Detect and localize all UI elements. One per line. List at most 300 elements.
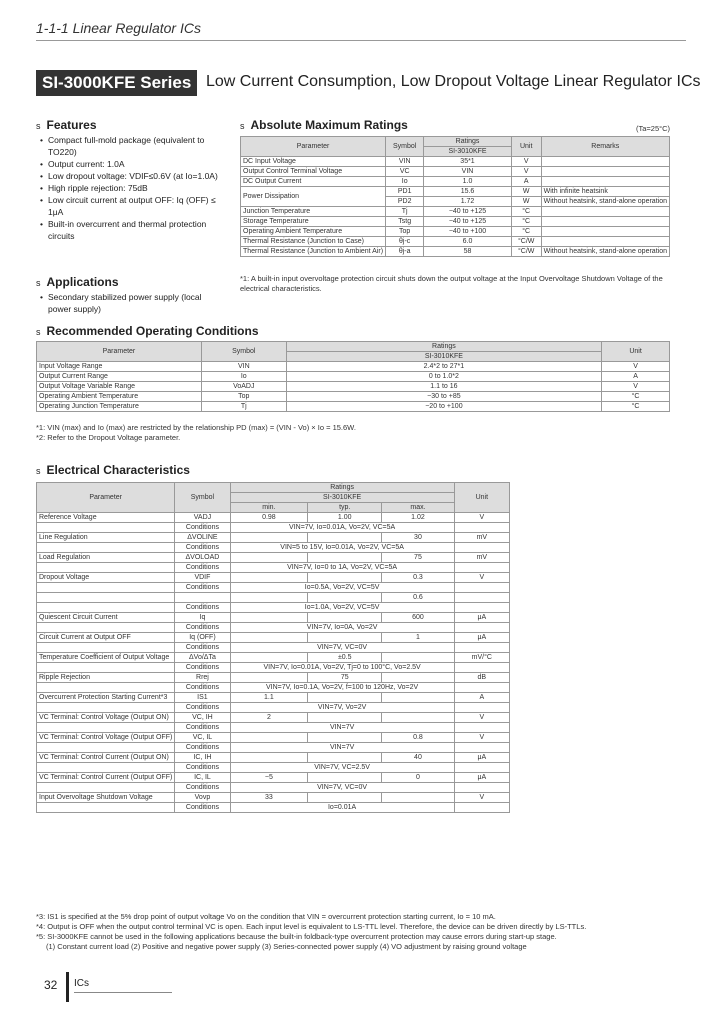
features-list (40, 134, 230, 242)
ec-cell-parameter: Reference Voltage (37, 513, 175, 523)
ec-cell-parameter: VC Terminal: Control Current (Output ON) (37, 753, 175, 763)
amr-row (241, 177, 670, 187)
footer-label: ICs (74, 978, 89, 989)
ec-cell-min (230, 733, 308, 743)
amr-cell-rating: −40 to +125 (424, 207, 511, 217)
ec-cell-typ (308, 593, 382, 603)
ec-cell-symbol: Conditions (175, 643, 230, 653)
ec-row (37, 703, 510, 713)
ec-cell-unit (454, 643, 509, 653)
amr-bullet: s (240, 121, 245, 131)
amr-cell-remarks: With infinite heatsink (541, 187, 669, 197)
ec-notes (36, 912, 686, 952)
ec-cell-conditions: VIN=7V, Io=0A, Vo=2V (230, 623, 454, 633)
amr-cell-rating: 15.6 (424, 187, 511, 197)
amr-cell-unit: A (511, 177, 541, 187)
amr-header-ratings: Ratings (424, 137, 511, 147)
series-name: SI-3000KFE Series (36, 70, 197, 96)
applications-bullet: s (36, 278, 41, 288)
ec-row (37, 633, 510, 643)
ec-cell-symbol: Conditions (175, 543, 230, 553)
ec-cell-parameter: Line Regulation (37, 533, 175, 543)
amr-cell-unit: °C (511, 227, 541, 237)
ec-cell-typ (308, 613, 382, 623)
amr-title: Absolute Maximum Ratings (250, 118, 408, 132)
ec-cell-symbol: Iq (175, 613, 230, 623)
roc-table (36, 341, 670, 412)
ec-cell-symbol: ΔVo/ΔTa (175, 653, 230, 663)
ec-cell-max: 0.3 (382, 573, 454, 583)
ec-cell-parameter (37, 603, 175, 613)
ec-cell-unit: dB (454, 673, 509, 683)
ec-cell-symbol: Conditions (175, 743, 230, 753)
ec-cell-parameter (37, 743, 175, 753)
ec-cell-parameter (37, 803, 175, 813)
ec-heading (36, 463, 190, 477)
amr-table (240, 136, 670, 257)
roc-cell-rating: 2.4*2 to 27*1 (286, 362, 601, 372)
ec-cell-unit (454, 703, 509, 713)
ec-cell-max: 0.8 (382, 733, 454, 743)
series-description: Low Current Consumption, Low Dropout Voltage Linear Regulator ICs (206, 73, 701, 90)
roc-cell-symbol: Tj (201, 402, 286, 412)
amr-cell-unit: V (511, 157, 541, 167)
ec-cell-unit (454, 593, 509, 603)
ec-cell-parameter (37, 643, 175, 653)
ec-row (37, 643, 510, 653)
amr-header-parameter: Parameter (241, 137, 386, 157)
amr-header-unit: Unit (511, 137, 541, 157)
ec-cell-symbol: Iq (OFF) (175, 633, 230, 643)
ec-cell-max (382, 793, 454, 803)
ec-cell-symbol: Conditions (175, 523, 230, 533)
roc-row (37, 362, 670, 372)
roc-notes (36, 423, 676, 443)
applications-title: Applications (46, 275, 119, 289)
ec-cell-parameter (37, 623, 175, 633)
ec-cell-parameter (37, 783, 175, 793)
amr-cell-rating: 35*1 (424, 157, 511, 167)
amr-cell-unit: °C/W (511, 237, 541, 247)
roc-header-parameter: Parameter (37, 342, 202, 362)
roc-cell-symbol: VIN (201, 362, 286, 372)
amr-cell-unit: W (511, 187, 541, 197)
ec-cell-max: 40 (382, 753, 454, 763)
roc-cell-parameter: Operating Ambient Temperature (37, 392, 202, 402)
amr-heading (240, 118, 408, 132)
ec-cell-symbol: VDIF (175, 573, 230, 583)
ec-cell-parameter: Input Overvoltage Shutdown Voltage (37, 793, 175, 803)
amr-cell-symbol: Top (386, 227, 424, 237)
amr-cell-symbol: VC (386, 167, 424, 177)
ec-cell-symbol: Conditions (175, 623, 230, 633)
ec-cell-symbol: Conditions (175, 663, 230, 673)
ec-cell-symbol: Conditions (175, 683, 230, 693)
ec-cell-parameter (37, 703, 175, 713)
ec-cell-symbol: IC, IH (175, 753, 230, 763)
ec-cell-symbol: Conditions (175, 763, 230, 773)
amr-cell-parameter: Power Dissipation (241, 187, 386, 207)
ec-row (37, 663, 510, 673)
ec-row (37, 773, 510, 783)
amr-cell-parameter: Thermal Resistance (Junction to Case) (241, 237, 386, 247)
ec-cell-parameter (37, 663, 175, 673)
feature-item: • Low dropout voltage: VDIF≤0.6V (at Io=1.0A) (40, 170, 230, 182)
ec-cell-parameter: Overcurrent Protection Starting Current*3 (37, 693, 175, 703)
ec-cell-unit (454, 603, 509, 613)
roc-cell-unit: V (602, 362, 670, 372)
ec-cell-unit (454, 803, 509, 813)
ec-cell-parameter: Dropout Voltage (37, 573, 175, 583)
ec-row (37, 743, 510, 753)
ec-cell-unit (454, 683, 509, 693)
ec-cell-unit (454, 783, 509, 793)
application-item: • Secondary stabilized power supply (local power supply) (40, 291, 220, 315)
ec-cell-parameter (37, 683, 175, 693)
ec-cell-typ (308, 533, 382, 543)
ec-row (37, 563, 510, 573)
feature-item: • Low circuit current at output OFF: Iq (OFF) ≤ 1μA (40, 194, 230, 218)
feature-item: • Output current: 1.0A (40, 158, 230, 170)
ec-cell-parameter (37, 523, 175, 533)
ec-row (37, 693, 510, 703)
ec-cell-max (382, 713, 454, 723)
ec-cell-parameter: Temperature Coefficient of Output Voltage (37, 653, 175, 663)
amr-cell-remarks (541, 177, 669, 187)
ec-cell-min: 1.1 (230, 693, 308, 703)
ec-cell-unit: V (454, 513, 509, 523)
ec-cell-unit (454, 523, 509, 533)
features-heading (36, 118, 97, 132)
page-number: 32 (44, 978, 58, 992)
roc-cell-rating: −20 to +100 (286, 402, 601, 412)
ec-cell-conditions: VIN=7V, Io=0 to 1A, Vo=2V, VC=5A (230, 563, 454, 573)
ec-header-min: min. (230, 503, 308, 513)
amr-cell-remarks: Without heatsink, stand-alone operation (541, 247, 669, 257)
ec-cell-max: 1 (382, 633, 454, 643)
ec-cell-parameter: VC Terminal: Control Voltage (Output OFF) (37, 733, 175, 743)
amr-cell-rating: −40 to +100 (424, 227, 511, 237)
ec-cell-unit (454, 543, 509, 553)
footer-bar (66, 972, 69, 1002)
roc-row (37, 392, 670, 402)
ec-cell-symbol: Conditions (175, 603, 230, 613)
features-bullet: s (36, 121, 41, 131)
ec-cell-conditions: Io=0.5A, Vo=2V, VC=5V (230, 583, 454, 593)
ec-row (37, 593, 510, 603)
ec-cell-parameter: VC Terminal: Control Current (Output OFF) (37, 773, 175, 783)
ec-cell-min: 33 (230, 793, 308, 803)
amr-cell-unit: °C (511, 207, 541, 217)
roc-header-ratings: Ratings (286, 342, 601, 352)
ec-cell-unit: V (454, 733, 509, 743)
amr-cell-symbol: PD1 (386, 187, 424, 197)
amr-header-model: SI-3010KFE (424, 147, 511, 157)
ec-cell-conditions: VIN=7V, Io=0.01A, Vo=2V, Tj=0 to 100°C, Vo=2.5V (230, 663, 454, 673)
amr-cell-parameter: DC Input Voltage (241, 157, 386, 167)
ec-cell-typ (308, 773, 382, 783)
ec-cell-unit: μA (454, 753, 509, 763)
ec-cell-symbol: ΔVOLOAD (175, 553, 230, 563)
amr-cell-remarks (541, 207, 669, 217)
amr-cell-symbol: VIN (386, 157, 424, 167)
roc-cell-unit: V (602, 382, 670, 392)
roc-bullet: s (36, 327, 41, 337)
amr-row (241, 207, 670, 217)
roc-title: Recommended Operating Conditions (46, 324, 259, 338)
roc-note: *2: Refer to the Dropout Voltage parameter. (36, 433, 181, 442)
roc-header-unit: Unit (602, 342, 670, 362)
ec-cell-symbol (175, 593, 230, 603)
ec-cell-symbol: IS1 (175, 693, 230, 703)
amr-cell-remarks (541, 237, 669, 247)
ec-cell-conditions: VIN=5 to 15V, Io=0.01A, Vo=2V, VC=5A (230, 543, 454, 553)
amr-cell-parameter: Operating Ambient Temperature (241, 227, 386, 237)
applications-list (40, 291, 220, 315)
ec-cell-min: −5 (230, 773, 308, 783)
amr-cell-parameter: Output Control Terminal Voltage (241, 167, 386, 177)
ec-cell-symbol: Conditions (175, 803, 230, 813)
footer-rule (74, 992, 172, 993)
ec-note: *3: IS1 is specified at the 5% drop point of output voltage Vo on the condition that VIN = overcurrent protection starting current, Io = 10 mA. (36, 912, 496, 921)
ec-cell-typ (308, 633, 382, 643)
ec-cell-parameter (37, 563, 175, 573)
ec-cell-typ (308, 733, 382, 743)
ec-cell-max: 0 (382, 773, 454, 783)
amr-cell-unit: W (511, 197, 541, 207)
header-rule (36, 40, 686, 41)
roc-cell-symbol: VoADJ (201, 382, 286, 392)
amr-cell-parameter: Junction Temperature (241, 207, 386, 217)
ec-cell-parameter (37, 763, 175, 773)
feature-item: • Compact full-mold package (equivalent to TO220) (40, 134, 230, 158)
ec-cell-unit (454, 723, 509, 733)
ec-cell-max (382, 653, 454, 663)
ec-row (37, 753, 510, 763)
amr-row (241, 227, 670, 237)
ec-cell-conditions: VIN=7V, VC=0V (230, 783, 454, 793)
roc-cell-parameter: Output Voltage Variable Range (37, 382, 202, 392)
feature-item: • High ripple rejection: 75dB (40, 182, 230, 194)
ec-cell-unit: V (454, 713, 509, 723)
features-title: Features (46, 118, 97, 132)
ec-cell-min (230, 753, 308, 763)
ec-cell-unit: V (454, 573, 509, 583)
ec-cell-symbol: Conditions (175, 583, 230, 593)
amr-cell-unit: °C/W (511, 247, 541, 257)
amr-cell-remarks (541, 167, 669, 177)
ec-cell-unit: A (454, 693, 509, 703)
ec-cell-max (382, 673, 454, 683)
ec-cell-symbol: Conditions (175, 783, 230, 793)
roc-cell-symbol: Io (201, 372, 286, 382)
ec-row (37, 803, 510, 813)
ec-cell-symbol: VC, IL (175, 733, 230, 743)
ec-cell-unit: mV/°C (454, 653, 509, 663)
ec-row (37, 523, 510, 533)
ec-cell-parameter: Circuit Current at Output OFF (37, 633, 175, 643)
ec-cell-conditions: VIN=7V (230, 723, 454, 733)
roc-cell-rating: 1.1 to 16 (286, 382, 601, 392)
feature-item: • Built-in overcurrent and thermal protection circuits (40, 218, 230, 242)
ec-cell-parameter (37, 593, 175, 603)
amr-row (241, 187, 670, 197)
ec-row (37, 553, 510, 563)
ec-cell-symbol: Conditions (175, 723, 230, 733)
ec-cell-min (230, 533, 308, 543)
ec-cell-min (230, 593, 308, 603)
ec-cell-conditions: VIN=7V, VC=0V (230, 643, 454, 653)
ec-cell-min (230, 573, 308, 583)
roc-cell-parameter: Output Current Range (37, 372, 202, 382)
ec-cell-symbol: VADJ (175, 513, 230, 523)
ec-cell-typ (308, 753, 382, 763)
ec-note: *4: Output is OFF when the output control terminal VC is open. Each input level is equivalent to LS-TTL level. Therefore, the device can be driven directly by LS-TTLs. (36, 922, 587, 931)
ec-header-unit: Unit (454, 483, 509, 513)
ec-cell-min: 0.98 (230, 513, 308, 523)
roc-row (37, 382, 670, 392)
ec-row (37, 733, 510, 743)
amr-cell-remarks (541, 227, 669, 237)
ec-cell-max (382, 693, 454, 703)
roc-header-symbol: Symbol (201, 342, 286, 362)
roc-cell-unit: A (602, 372, 670, 382)
ec-cell-min (230, 633, 308, 643)
roc-note: *1: VIN (max) and Io (max) are restricted by the relationship PD (max) = (VIN - Vo) × Io = 15.6W. (36, 423, 356, 432)
ec-cell-min (230, 613, 308, 623)
ec-cell-max: 0.6 (382, 593, 454, 603)
applications-heading (36, 275, 119, 289)
ec-cell-symbol: Vovp (175, 793, 230, 803)
ec-row (37, 653, 510, 663)
amr-header-symbol: Symbol (386, 137, 424, 157)
amr-cell-symbol: PD2 (386, 197, 424, 207)
ec-cell-symbol: ΔVOLINE (175, 533, 230, 543)
amr-cell-remarks: Without heatsink, stand-alone operation (541, 197, 669, 207)
ec-row (37, 573, 510, 583)
roc-cell-parameter: Operating Junction Temperature (37, 402, 202, 412)
roc-header-model: SI-3010KFE (286, 352, 601, 362)
amr-condition: (Ta=25°C) (636, 124, 671, 133)
amr-cell-rating: 1.72 (424, 197, 511, 207)
ec-cell-conditions: VIN=7V, Io=0.01A, Vo=2V, VC=5A (230, 523, 454, 533)
roc-cell-rating: −30 to +85 (286, 392, 601, 402)
amr-row (241, 167, 670, 177)
ec-row (37, 793, 510, 803)
ec-row (37, 673, 510, 683)
ec-cell-symbol: VC, IH (175, 713, 230, 723)
ec-cell-symbol: Conditions (175, 703, 230, 713)
ec-cell-max: 1.02 (382, 513, 454, 523)
ec-cell-unit (454, 563, 509, 573)
amr-cell-remarks (541, 217, 669, 227)
amr-cell-symbol: Tstg (386, 217, 424, 227)
ec-cell-unit (454, 763, 509, 773)
ec-cell-min (230, 673, 308, 683)
ec-row (37, 513, 510, 523)
ec-row (37, 543, 510, 553)
ec-table (36, 482, 510, 813)
ec-cell-unit (454, 583, 509, 593)
amr-cell-symbol: Tj (386, 207, 424, 217)
amr-cell-remarks (541, 157, 669, 167)
ec-cell-conditions: Io=1.0A, Vo=2V, VC=5V (230, 603, 454, 613)
ec-cell-max: 30 (382, 533, 454, 543)
ec-cell-unit (454, 743, 509, 753)
amr-cell-rating: −40 to +125 (424, 217, 511, 227)
ec-cell-min (230, 653, 308, 663)
ec-header-parameter: Parameter (37, 483, 175, 513)
roc-cell-rating: 0 to 1.0*2 (286, 372, 601, 382)
ec-cell-parameter: VC Terminal: Control Voltage (Output ON) (37, 713, 175, 723)
roc-cell-symbol: Top (201, 392, 286, 402)
ec-cell-parameter: Load Regulation (37, 553, 175, 563)
amr-row (241, 247, 670, 257)
ec-cell-typ (308, 553, 382, 563)
ec-cell-typ: 1.00 (308, 513, 382, 523)
ec-cell-conditions: VIN=7V, Io=0.1A, Vo=2V, f=100 to 120Hz, Vo=2V (230, 683, 454, 693)
ec-header-ratings: Ratings (230, 483, 454, 493)
ec-row (37, 583, 510, 593)
roc-heading (36, 324, 259, 338)
ec-cell-typ (308, 573, 382, 583)
ec-cell-typ: 75 (308, 673, 382, 683)
ec-row (37, 713, 510, 723)
ec-cell-unit: V (454, 793, 509, 803)
amr-header-remarks: Remarks (541, 137, 669, 157)
ec-cell-parameter (37, 723, 175, 733)
amr-cell-parameter: Storage Temperature (241, 217, 386, 227)
ec-cell-conditions: Io=0.01A (230, 803, 454, 813)
ec-cell-unit: μA (454, 613, 509, 623)
ec-cell-min (230, 553, 308, 563)
ec-row (37, 763, 510, 773)
ec-cell-conditions: VIN=7V (230, 743, 454, 753)
amr-cell-unit: V (511, 167, 541, 177)
amr-row (241, 237, 670, 247)
roc-cell-parameter: Input Voltage Range (37, 362, 202, 372)
ec-cell-parameter: Quiescent Circuit Current (37, 613, 175, 623)
ec-cell-min: 2 (230, 713, 308, 723)
ec-row (37, 683, 510, 693)
ec-cell-unit: μA (454, 633, 509, 643)
ec-cell-max: 75 (382, 553, 454, 563)
amr-cell-rating: 58 (424, 247, 511, 257)
ec-cell-unit: mV (454, 533, 509, 543)
ec-row (37, 623, 510, 633)
ec-header-max: max. (382, 503, 454, 513)
amr-cell-symbol: Io (386, 177, 424, 187)
roc-row (37, 372, 670, 382)
ec-header-model: SI-3010KFE (230, 493, 454, 503)
ec-row (37, 603, 510, 613)
amr-cell-rating: 6.0 (424, 237, 511, 247)
ec-cell-typ: ±0.5 (308, 653, 382, 663)
ec-cell-unit (454, 663, 509, 673)
ec-cell-unit: mV (454, 553, 509, 563)
amr-cell-parameter: Thermal Resistance (Junction to Ambient Air) (241, 247, 386, 257)
roc-row (37, 402, 670, 412)
ec-cell-unit (454, 623, 509, 633)
ec-cell-max: 600 (382, 613, 454, 623)
ec-cell-unit: μA (454, 773, 509, 783)
amr-cell-rating: 1.0 (424, 177, 511, 187)
ec-cell-typ (308, 693, 382, 703)
roc-cell-unit: °C (602, 392, 670, 402)
amr-cell-unit: °C (511, 217, 541, 227)
ec-header-typ: typ. (308, 503, 382, 513)
ec-cell-parameter (37, 583, 175, 593)
